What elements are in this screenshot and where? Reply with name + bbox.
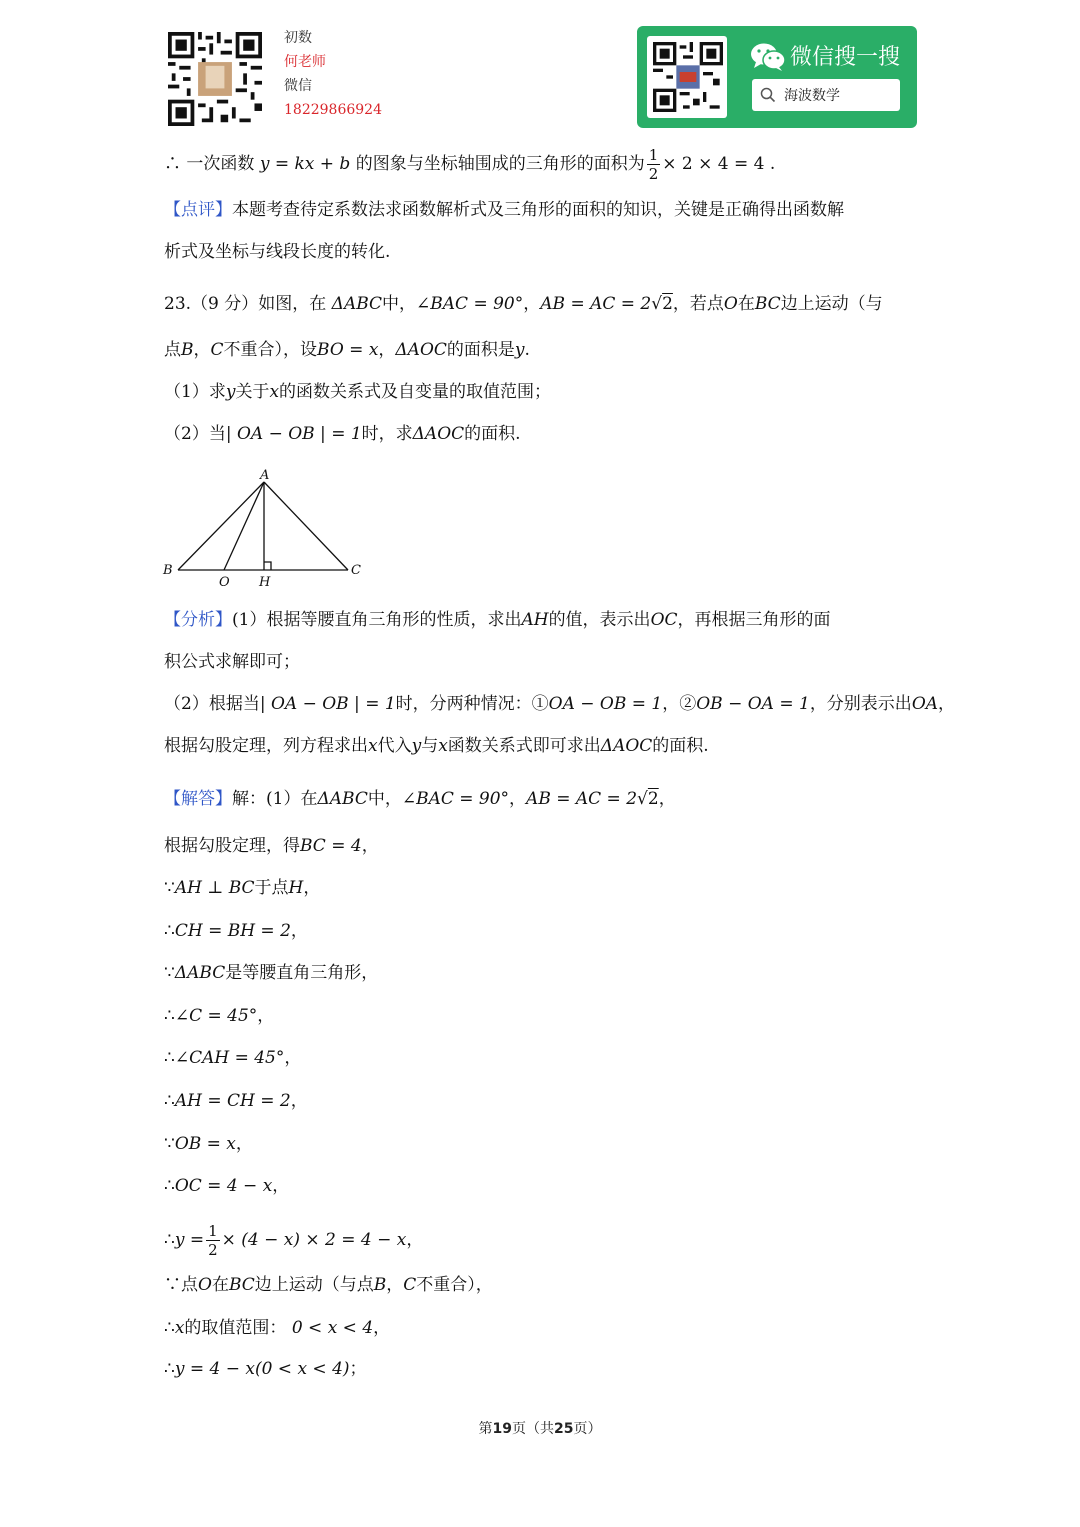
text-run: （1）求 bbox=[164, 382, 226, 402]
text-run: ， bbox=[303, 878, 321, 898]
wechat-search-text: 海波数学 bbox=[784, 88, 840, 104]
label-c: C bbox=[351, 563, 361, 578]
math-run: BC = 4 bbox=[300, 836, 362, 856]
analysis-line-2 bbox=[164, 650, 300, 674]
text-run: 函数关系式即可求出 bbox=[447, 736, 601, 756]
text-run: ， bbox=[938, 694, 956, 714]
text-run: ， bbox=[406, 1230, 424, 1250]
analysis-line-3 bbox=[164, 692, 955, 716]
text-run: . bbox=[524, 340, 530, 360]
math-run: OC bbox=[650, 610, 678, 630]
text-run: ∴ 一次函数 bbox=[164, 154, 255, 174]
text-run: 的图象与坐标轴围成的三角形的面积为 bbox=[355, 154, 645, 174]
text-run: 的面积. bbox=[652, 736, 709, 756]
text-run: 析式及坐标与线段长度的转化. bbox=[164, 242, 391, 262]
right-angle-mark bbox=[264, 562, 271, 570]
math-run: ∠BAC = 90° bbox=[401, 789, 510, 809]
answer-line-9 bbox=[164, 1132, 253, 1156]
math-run: O bbox=[198, 1275, 212, 1295]
segment-ab bbox=[178, 482, 264, 570]
text-run: 的面积. bbox=[464, 424, 521, 444]
text-run: 在 bbox=[211, 1275, 229, 1295]
text-run: ，分别表示出 bbox=[809, 694, 912, 714]
wechat-qr-icon bbox=[653, 42, 723, 112]
math-run: ΔAOC bbox=[412, 424, 465, 444]
answer-line-5 bbox=[164, 961, 378, 985]
text-run: （2）当 bbox=[164, 424, 226, 444]
text-run: ∴ bbox=[164, 1176, 175, 1196]
text-run: ， bbox=[361, 836, 379, 856]
math-run: BO = x bbox=[317, 340, 379, 360]
math-function: y = kx + b bbox=[259, 154, 351, 174]
label-a: A bbox=[260, 468, 270, 483]
text-run: 在 bbox=[737, 294, 755, 314]
math-run: x bbox=[368, 736, 378, 756]
text-run: ∴ bbox=[164, 1048, 175, 1068]
header-line-1: 初数 bbox=[284, 30, 312, 46]
math-run: ∠C = 45° bbox=[174, 1006, 258, 1026]
answer-line-13 bbox=[164, 1316, 390, 1340]
conclusion-line bbox=[164, 146, 775, 183]
text-run: 与 bbox=[421, 736, 439, 756]
analysis-label: 【分析】 bbox=[164, 610, 232, 630]
text-run: 不重合），设 bbox=[223, 340, 318, 360]
text-run: 是等腰直角三角形， bbox=[225, 963, 379, 983]
fraction-denominator: 2 bbox=[648, 165, 659, 183]
segment-ao bbox=[224, 482, 264, 570]
answer-line-10 bbox=[164, 1174, 289, 1198]
math-run: OA − OB = 1 bbox=[548, 694, 663, 714]
question-23-line-2 bbox=[164, 338, 530, 362]
footer-text: 页（共 bbox=[512, 1421, 554, 1437]
math-run: BC bbox=[228, 1275, 255, 1295]
answer-line-4 bbox=[164, 919, 308, 943]
header-teacher-name: 何老师 bbox=[284, 54, 326, 70]
text-run: ， bbox=[509, 789, 527, 809]
sqrt-radicand: 2 bbox=[647, 789, 659, 809]
answer-line-8 bbox=[164, 1089, 308, 1113]
text-run: ， bbox=[257, 1006, 275, 1026]
answer-line-6 bbox=[164, 1004, 274, 1028]
text-run: ∵ bbox=[164, 878, 175, 898]
text-run: ∵ bbox=[164, 963, 175, 983]
text-run: ； bbox=[349, 1359, 367, 1379]
text-run: ∴ bbox=[164, 921, 175, 941]
text-run: ， bbox=[523, 294, 541, 314]
footer-text: 页） bbox=[573, 1421, 602, 1437]
math-run: y = 4 − x(0 < x < 4) bbox=[174, 1359, 350, 1379]
text-run: 的面积是 bbox=[446, 340, 515, 360]
math-run: ∠BAC = 90° bbox=[416, 294, 524, 314]
math-run: y bbox=[411, 736, 422, 756]
answer-line-11 bbox=[164, 1222, 423, 1259]
fraction-one-half bbox=[647, 146, 661, 183]
text-run: 于点 bbox=[254, 878, 289, 898]
text-run: × 2 × 4 = 4 . bbox=[662, 154, 776, 174]
qr-code-icon bbox=[168, 32, 262, 126]
text-run: 解：(1）在 bbox=[232, 789, 318, 809]
text-run: (1）根据等腰直角三角形的性质，求出 bbox=[232, 610, 522, 630]
review-line-1 bbox=[164, 198, 844, 222]
math-run: x bbox=[174, 1318, 185, 1338]
page-footer bbox=[0, 1418, 1080, 1438]
text-run: ，② bbox=[662, 694, 697, 714]
math-run: AB = AC = 2 bbox=[540, 294, 652, 314]
analysis-line-4 bbox=[164, 734, 709, 758]
text-run: 的取值范围： bbox=[184, 1318, 287, 1338]
text-run: ∴ bbox=[164, 1230, 175, 1250]
math-run: 0 < x < 4 bbox=[291, 1318, 374, 1338]
wechat-search-title: 微信搜一搜 bbox=[790, 45, 901, 70]
wechat-logo-icon bbox=[750, 42, 786, 72]
answer-line-7 bbox=[164, 1046, 301, 1070]
fraction-numerator: 1 bbox=[208, 1222, 218, 1240]
math-run: × (4 − x) × 2 = 4 − x bbox=[221, 1230, 407, 1250]
text-run: 的值，表示出 bbox=[548, 610, 651, 630]
math-run: AB = AC = 2 bbox=[526, 789, 638, 809]
text-run: ， bbox=[373, 1318, 391, 1338]
wechat-qr-box bbox=[647, 36, 727, 118]
text-run: 本题考查待定系数法求函数解析式及三角形的面积的知识，关键是正确得出函数解 bbox=[232, 200, 844, 220]
text-run: 积公式求解即可； bbox=[164, 652, 300, 672]
math-run: OC = 4 − x bbox=[174, 1176, 273, 1196]
wechat-search-card[interactable] bbox=[637, 26, 917, 128]
label-b: B bbox=[163, 563, 173, 578]
text-run: 时，求 bbox=[361, 424, 413, 444]
text-run: （2）根据当 bbox=[164, 694, 260, 714]
triangle-figure bbox=[160, 466, 370, 590]
label-o: O bbox=[219, 575, 230, 590]
text-run: ∴ bbox=[164, 1006, 175, 1026]
math-run: BC bbox=[754, 294, 781, 314]
text-run: ∴ bbox=[164, 1318, 175, 1338]
math-run: B bbox=[373, 1275, 387, 1295]
text-run: 时，分两种情况：① bbox=[395, 694, 549, 714]
text-run: 根据勾股定理，得 bbox=[164, 836, 300, 856]
header-line-3: 微信 bbox=[284, 78, 312, 94]
math-run: ΔABC bbox=[331, 294, 383, 314]
math-run: CH = BH = 2 bbox=[174, 921, 291, 941]
math-run: OA bbox=[911, 694, 939, 714]
review-line-2 bbox=[164, 240, 390, 264]
segment-ac bbox=[264, 482, 348, 570]
math-run: C bbox=[403, 1275, 417, 1295]
label-h: H bbox=[259, 575, 271, 590]
fraction-one-half bbox=[206, 1222, 220, 1259]
text-run: ， bbox=[386, 1275, 404, 1295]
search-icon bbox=[760, 87, 776, 103]
answer-line-12 bbox=[164, 1273, 493, 1297]
text-run: ，再根据三角形的面 bbox=[677, 610, 831, 630]
page-number: 19 bbox=[492, 1421, 512, 1437]
analysis-line-1 bbox=[164, 608, 831, 632]
math-run: OB − OA = 1 bbox=[696, 694, 810, 714]
answer-line-2 bbox=[164, 834, 379, 858]
math-run: x bbox=[269, 382, 280, 402]
math-run: AH bbox=[521, 610, 549, 630]
text-run: 23.（9 分）如图，在 bbox=[164, 294, 327, 314]
math-run: H bbox=[288, 878, 304, 898]
text-run: ∴ bbox=[164, 1359, 175, 1379]
math-run: ∠CAH = 45° bbox=[174, 1048, 285, 1068]
text-run: ， bbox=[235, 1134, 253, 1154]
text-run: 边上运动（与 bbox=[780, 294, 883, 314]
math-run: ΔAOC bbox=[395, 340, 447, 360]
text-run: 边上运动（与点 bbox=[254, 1275, 374, 1295]
answer-line-14 bbox=[164, 1357, 367, 1381]
math-run: AH ⊥ BC bbox=[174, 878, 255, 898]
math-run: x bbox=[438, 736, 448, 756]
math-run: ΔABC bbox=[174, 963, 226, 983]
math-run: ΔAOC bbox=[600, 736, 653, 756]
text-run: 关于 bbox=[235, 382, 270, 402]
answer-label: 【解答】 bbox=[164, 789, 232, 809]
text-run: 的函数关系式及自变量的取值范围； bbox=[279, 382, 552, 402]
text-run: ， bbox=[193, 340, 211, 360]
text-run: ， bbox=[290, 1091, 308, 1111]
math-run: | OA − OB | = 1 bbox=[259, 694, 396, 714]
text-run: ， bbox=[284, 1048, 302, 1068]
math-run: y bbox=[514, 340, 525, 360]
math-run: y bbox=[225, 382, 236, 402]
text-run: ∵ bbox=[164, 1134, 175, 1154]
math-run: y = bbox=[174, 1230, 205, 1250]
text-run: 点 bbox=[164, 340, 181, 360]
math-run: C bbox=[210, 340, 224, 360]
answer-line-1: 【解答】解：(1）在ΔABC中，∠BAC = 90°，AB = AC = 2√2， bbox=[164, 789, 676, 809]
header-contact bbox=[284, 26, 382, 122]
text-run: ， bbox=[272, 1176, 290, 1196]
fraction-denominator: 2 bbox=[208, 1241, 218, 1259]
wechat-search-box[interactable] bbox=[752, 79, 900, 111]
math-run: O bbox=[723, 294, 738, 314]
text-run: ， bbox=[658, 789, 676, 809]
text-run: ， bbox=[290, 921, 308, 941]
text-run: 中， bbox=[382, 294, 417, 314]
text-run: ∴ bbox=[164, 1091, 175, 1111]
header-phone: 18229866924 bbox=[284, 102, 382, 118]
text-run: ， bbox=[378, 340, 396, 360]
sub-question-1 bbox=[164, 380, 551, 404]
answer-line-3 bbox=[164, 876, 320, 900]
math-run: OB = x bbox=[174, 1134, 236, 1154]
text-run: 根据勾股定理，列方程求出 bbox=[164, 736, 368, 756]
math-run: AH = CH = 2 bbox=[174, 1091, 291, 1111]
sub-question-2 bbox=[164, 422, 521, 446]
footer-text: 第 bbox=[478, 1421, 493, 1437]
text-run: ∵点 bbox=[164, 1275, 198, 1295]
total-pages: 25 bbox=[554, 1421, 574, 1437]
math-run: ΔABC bbox=[317, 789, 368, 809]
math-run: | OA − OB | = 1 bbox=[225, 424, 362, 444]
text-run: 代入 bbox=[377, 736, 412, 756]
text-run: ，若点 bbox=[672, 294, 724, 314]
question-23-line-1: 23.（9 分）如图，在 ΔABC中，∠BAC = 90°，AB = AC = 2√2，若点O在BC边上运动（与 bbox=[164, 294, 883, 314]
fraction-numerator: 1 bbox=[648, 146, 659, 164]
text-run: 中， bbox=[367, 789, 402, 809]
sqrt-radicand: 2 bbox=[662, 294, 673, 314]
math-run: B bbox=[181, 340, 194, 360]
text-run: 不重合）， bbox=[416, 1275, 493, 1295]
review-label: 【点评】 bbox=[164, 200, 232, 220]
